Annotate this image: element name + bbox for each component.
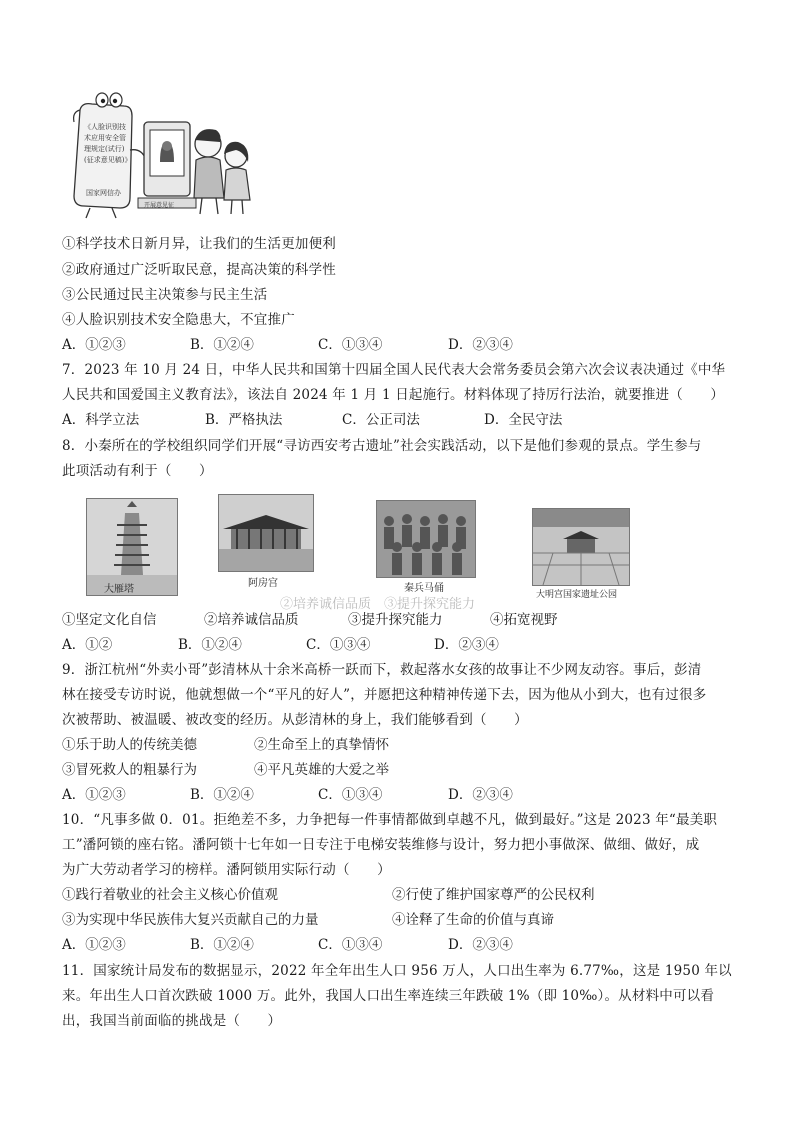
q6-statement-2: ②政府通过广泛听取民意，提高决策的科学性 (62, 262, 336, 278)
q7-choice-a[interactable]: A．科学立法 (62, 412, 140, 428)
daming-image (533, 509, 629, 585)
q10-stem-line-3: 为广大劳动者学习的榜样。潘阿锁用实际行动（ ） (62, 862, 391, 878)
q9-stem-line-1: 9．浙江杭州“外卖小哥”彭清林从十余米高桥一跃而下，救起落水女孩的故事让不少网友动容。事后，彭清 (62, 662, 702, 678)
q9-statement-4: ④平凡英雄的大爱之举 (254, 762, 389, 778)
q8-statement-4: ④拓宽视野 (490, 612, 558, 628)
q11-stem-line-1: 11．国家统计局发布的数据显示，2022 年全年出生人口 956 万人，人口出生率为 6.77‰，这是 1950 年以 (62, 963, 732, 979)
card-text-line: 理规定(试行) (84, 145, 125, 153)
photo-caption: 大明宫国家遗址公园 (536, 590, 618, 600)
q9-statement-1: ①乐于助人的传统美德 (62, 737, 197, 753)
card-text-line: 《人脸识别技 (84, 123, 126, 131)
q7-choice-c[interactable]: C．公正司法 (342, 412, 420, 428)
q9-statement-3: ③冒死救人的粗暴行为 (62, 762, 197, 778)
q10-choice-b[interactable]: B．①②④ (190, 937, 254, 953)
q6-statement-1: ①科学技术日新月异，让我们的生活更加便利 (62, 236, 336, 252)
q7-choice-b[interactable]: B．严格执法 (205, 412, 283, 428)
q8-choice-b[interactable]: B．①②④ (178, 637, 242, 653)
q8-statement-1: ①坚定文化自信 (62, 612, 157, 628)
q9-choice-d[interactable]: D．②③④ (448, 787, 513, 803)
q6-choice-d[interactable]: D．②③④ (448, 337, 513, 353)
card-text-line: 术应用安全管 (84, 134, 126, 142)
q10-statement-4: ④诠释了生命的价值与真谛 (392, 912, 554, 928)
warriors-image (377, 501, 475, 577)
q8-statement-2: ②培养诚信品质 (204, 612, 299, 628)
q8-choice-a[interactable]: A．①② (62, 637, 113, 653)
q6-choice-b[interactable]: B．①②④ (190, 337, 254, 353)
q6-statement-3: ③公民通过民主决策参与民主生活 (62, 287, 268, 303)
palace-image (219, 495, 313, 571)
photo-epang-palace (218, 494, 314, 572)
photo-caption: 大雁塔 (104, 584, 134, 595)
q9-stem-line-3: 次被帮助、被温暖、被改变的经历。从彭清林的身上，我们能够看到（ ） (62, 712, 528, 728)
q9-choice-b[interactable]: B．①②④ (190, 787, 254, 803)
q8-choice-d[interactable]: D．②③④ (434, 637, 499, 653)
q11-stem-line-3: 出，我国当前面临的挑战是（ ） (62, 1013, 282, 1029)
q8-stem-line-1: 8．小秦所在的学校组织同学们开展“寻访西安考古遗址”社会实践活动，以下是他们参观的景点。学生参与 (62, 438, 702, 454)
photo-caption: 阿房宫 (248, 578, 278, 589)
q8-statement-3: ③提升探究能力 (348, 612, 443, 628)
cartoon-illustration (66, 90, 256, 220)
q8-stem-line-2: 此项活动有利于（ ） (62, 463, 213, 479)
photo-caption: 秦兵马俑 (404, 583, 444, 594)
card-text-line: (征求意见稿)》 (84, 156, 132, 164)
ghost-text: ②培养诚信品质 ③提升探究能力 (280, 597, 476, 612)
q6-choice-c[interactable]: C．①③④ (318, 337, 383, 353)
device-base-label: 开展意见征 (144, 202, 175, 209)
q7-stem-line-2: 人民共和国爱国主义教育法》，该法自 2024 年 1 月 1 日起施行。材料体现了持厉行法治，就要推进（ ） (62, 387, 725, 403)
q10-choice-a[interactable]: A．①②③ (62, 937, 126, 953)
q10-statement-2: ②行使了维护国家尊严的公民权利 (392, 887, 595, 903)
q10-choice-c[interactable]: C．①③④ (318, 937, 383, 953)
q10-statement-3: ③为实现中华民族伟大复兴贡献自己的力量 (62, 912, 319, 928)
q10-stem-line-1: 10．“凡事多做 0．01。拒绝差不多，力争把每一件事情都做到卓越不凡，做到最好。”这是 2023 年“最美职 (62, 812, 718, 828)
q7-stem-line-1: 7．2023 年 10 月 24 日，中华人民共和国第十四届全国人民代表大会常务委员会第六次会议表决通过《中华 (62, 362, 726, 378)
photo-daming-palace (532, 508, 630, 586)
photo-terracotta-warriors (376, 500, 476, 578)
q11-stem-line-2: 来。年出生人口首次跌破 1000 万。此外，我国人口出生率连续三年跌破 1%（即 10‰）。从材料中可以看 (62, 988, 715, 1004)
q9-choice-c[interactable]: C．①③④ (318, 787, 383, 803)
q6-statement-4: ④人脸识别技术安全隐患大，不宜推广 (62, 312, 295, 328)
q6-choice-a[interactable]: A．①②③ (62, 337, 126, 353)
q8-choice-c[interactable]: C．①③④ (306, 637, 371, 653)
q7-choice-d[interactable]: D．全民守法 (484, 412, 563, 428)
q9-stem-line-2: 林在接受专访时说，他就想做一个“平凡的好人”，并愿把这种精神传递下去，因为他从小到大，也有过很多 (62, 687, 707, 703)
q9-statement-2: ②生命至上的真挚情怀 (254, 737, 389, 753)
q10-stem-line-2: 工”潘阿锁的座右铭。潘阿锁十七年如一日专注于电梯安装维修与设计，努力把小事做深、做细、做好，成 (62, 837, 700, 853)
q10-statement-1: ①践行着敬业的社会主义核心价值观 (62, 887, 278, 903)
card-footer: 国家网信办 (86, 189, 121, 197)
q10-choice-d[interactable]: D．②③④ (448, 937, 513, 953)
q9-choice-a[interactable]: A．①②③ (62, 787, 126, 803)
card-text (84, 122, 131, 166)
